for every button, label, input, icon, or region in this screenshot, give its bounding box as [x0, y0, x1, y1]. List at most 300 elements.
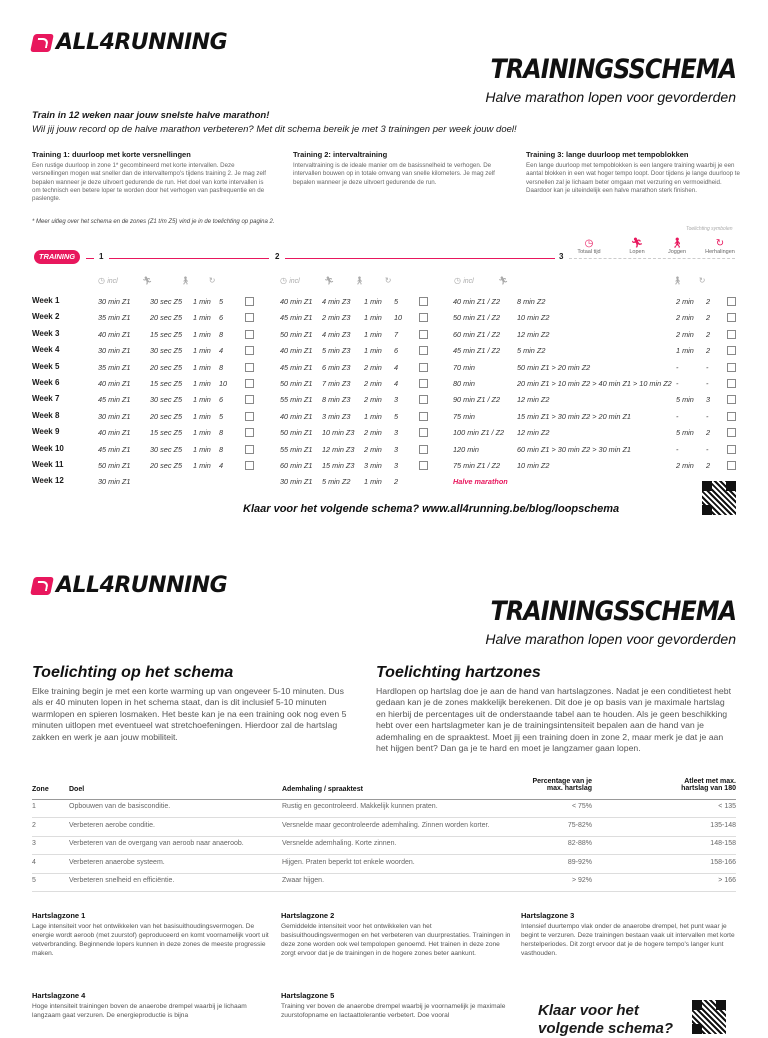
- schedule-cell: 5 min Z2: [517, 346, 546, 356]
- running-icon: 🏃︎: [141, 276, 153, 285]
- schedule-cell: 10 min Z3: [322, 428, 355, 438]
- repeat-icon: ↻: [384, 276, 392, 285]
- running-icon: 🏃︎: [323, 276, 335, 285]
- schedule-cell: 10: [394, 313, 403, 323]
- zone-cell: 158-166: [710, 858, 736, 866]
- zone-cell: Hijgen. Praten beperkt tot enkele woorden.: [282, 858, 415, 866]
- schedule-cell: 6: [219, 313, 224, 323]
- schedule-cell: 60 min Z1: [280, 461, 313, 470]
- intro-heading: Train in 12 weken naar jouw snelste halve marathon!: [32, 110, 270, 121]
- completed-checkbox[interactable]: [245, 445, 254, 454]
- training-text: Een rustige duurloop in zone 1* gecombineerd met korte intervallen. Deze versnellingen mogen wat sneller dan de intervaltempo's tijdens training 2. Je mag zelf bepalen wanneer je deze uitvoert gedurende de run. Het doel van korte intervallen is om technisch een betere loper te worden door het verhogen van pasfrequentie en de paslengte.: [32, 162, 267, 203]
- completed-checkbox[interactable]: [245, 412, 254, 421]
- schedule-cell: 45 min Z1 / Z2: [453, 346, 501, 356]
- week-label: Week 10: [32, 443, 64, 453]
- schedule-cell: 20 min Z1 > 10 min Z2 > 40 min Z1 > 10 min Z2: [517, 379, 672, 388]
- zone-cell: Zwaar hijgen.: [282, 877, 325, 884]
- completed-checkbox[interactable]: [419, 330, 428, 339]
- schedule-cell: 1 min: [193, 444, 211, 454]
- schedule-cell: 120 min: [453, 444, 479, 454]
- schedule-cell: 8: [219, 362, 224, 372]
- schedule-cell: 30 sec Z5: [150, 444, 183, 454]
- repeat-icon: ↻: [208, 276, 216, 285]
- schedule-cell: 2 min: [364, 379, 382, 388]
- schedule-cell: 30 sec Z5: [150, 395, 183, 405]
- schedule-cell: 30 min Z1: [98, 297, 131, 306]
- training-text: Een lange duurloop met tempoblokken is een langere training waarbij je een aantal blokken in een wat hoger tempo loopt. Door tijdens je lange duurloop te versnellen zal je lichaam beter omgaan met verzuring en vermoeidheid. Daardoor kan je uiteindelijk een halve marathon sterk finishen.: [526, 162, 740, 195]
- clock-icon: ◷: [454, 276, 461, 285]
- zone-cell: 148-158: [710, 840, 736, 847]
- hz-title: Hartslagzone 5: [281, 991, 335, 1000]
- completed-checkbox[interactable]: [419, 461, 428, 470]
- walking-icon: 🚶︎: [354, 276, 365, 285]
- brand-logo-page2: [32, 573, 227, 598]
- schedule-cell: 2 min Z3: [322, 313, 351, 323]
- completed-checkbox[interactable]: [727, 379, 736, 388]
- heartzones-heading: Toelichting hartzones: [376, 664, 541, 681]
- schedule-cell: 4: [394, 379, 399, 388]
- completed-checkbox[interactable]: [727, 330, 736, 339]
- schedule-cell: 2: [706, 297, 711, 306]
- schedule-cell: -: [706, 444, 709, 454]
- zone-cell: Opbouwen van de basisconditie.: [69, 803, 171, 810]
- schedule-cell: 6: [394, 346, 399, 356]
- zone-cell: Verbeteren van de overgang van aeroob naar anaeroob.: [69, 840, 244, 847]
- schedule-cell: 20 sec Z5: [150, 411, 183, 421]
- schedule-cell: -: [676, 444, 679, 454]
- completed-checkbox[interactable]: [419, 313, 428, 322]
- schedule-cell: 10 min Z2: [517, 313, 550, 323]
- footnote: * Meer uitleg over het schema en de zones (Z1 t/m Z5) vind je in de toelichting op pagina 2.: [32, 219, 275, 225]
- col-header-t3: [454, 276, 705, 285]
- schedule-cell: -: [706, 411, 709, 421]
- week-label: Week 1: [32, 296, 60, 305]
- completed-checkbox[interactable]: [419, 363, 428, 372]
- hz-text: Training ver boven de anaerobe drempel waarbij je voornamelijk je maximale zuurstofopname en lactaattolerantie verbetert. Doe vooral: [281, 1003, 506, 1019]
- schedule-cell: 5: [394, 297, 399, 306]
- schedule-cell: 1 min: [193, 428, 211, 438]
- zone-header-percentage: Percentage van je max. hartslag: [532, 778, 592, 792]
- schedule-cell: 2 min: [364, 362, 382, 372]
- schedule-cell: 1 min: [193, 346, 211, 356]
- walking-icon: 🚶︎: [180, 276, 191, 285]
- completed-checkbox[interactable]: [727, 313, 736, 322]
- walking-icon: 🚶︎: [670, 238, 684, 249]
- week-label: Week 8: [32, 410, 60, 420]
- hartslagzone-4: [32, 991, 272, 1021]
- schedule-cell: 2 min: [676, 461, 694, 470]
- training-title: Training 1: duurloop met korte versnellingen: [32, 150, 191, 159]
- hartslagzone-2: [281, 911, 511, 959]
- schedule-cell: 2 min: [364, 395, 382, 405]
- schedule-cell: 8: [219, 329, 224, 339]
- week-label: Week 7: [32, 394, 60, 404]
- schedule-cell: 2 min: [676, 313, 694, 323]
- schedule-cell: 1 min: [364, 297, 382, 306]
- zone-cell: Verbeteren aerobe conditie.: [69, 821, 156, 829]
- schedule-cell: 75 min: [453, 411, 475, 421]
- completed-checkbox[interactable]: [419, 297, 428, 306]
- schedule-cell: 1 min: [676, 346, 694, 356]
- completed-checkbox[interactable]: [727, 346, 736, 355]
- schedule-cell: 40 min Z1: [98, 428, 131, 438]
- schedule-cell: 12 min Z2: [517, 395, 550, 405]
- week-label: Week 6: [32, 378, 60, 387]
- completed-checkbox[interactable]: [245, 379, 254, 388]
- schedule-cell: 15 sec Z5: [150, 379, 183, 388]
- schedule-cell: 15 min Z1 > 30 min Z2 > 20 min Z1: [517, 411, 631, 421]
- hz-title: Hartslagzone 3: [521, 911, 575, 920]
- walking-icon: 🚶︎: [672, 276, 683, 285]
- week-label: Week 3: [32, 328, 60, 338]
- schedule-cell: 4 min Z3: [322, 297, 351, 306]
- clock-icon: ◷: [98, 276, 105, 285]
- schedule-cell: 6: [219, 395, 224, 405]
- schema-explanation-heading: Toelichting op het schema: [32, 664, 234, 681]
- zone-cell: Verbeteren anaerobe systeem.: [69, 858, 165, 866]
- zone-row-divider: [32, 854, 736, 855]
- completed-checkbox[interactable]: [727, 412, 736, 421]
- training-2-desc: [293, 150, 513, 187]
- completed-checkbox[interactable]: [727, 395, 736, 404]
- schedule-cell: 3: [706, 395, 711, 405]
- schedule-cell: 30 min Z1: [98, 411, 131, 421]
- completed-checkbox[interactable]: [727, 363, 736, 372]
- schedule-cell: 100 min Z1 / Z2: [453, 428, 505, 438]
- schedule-cell: 5 min: [676, 395, 694, 405]
- completed-checkbox[interactable]: [419, 412, 428, 421]
- page2-title: TRAININGSSCHEMA: [490, 596, 736, 627]
- schedule-cell: 4: [394, 362, 399, 372]
- schedule-cell: 10: [219, 379, 228, 388]
- training-title: Training 3: lange duurloop met tempoblokken: [526, 150, 689, 159]
- schedule-cell: 2 min: [676, 329, 694, 339]
- schedule-cell: 2: [706, 461, 711, 470]
- schedule-cell: 12 min Z2: [517, 428, 550, 438]
- phase-line: [569, 258, 735, 259]
- schedule-cell: 10 min Z2: [517, 461, 550, 470]
- zone-cell: Versnelde ademhaling. Korte zinnen.: [282, 840, 397, 847]
- heartzones-text: Hardlopen op hartslag doe je aan de hand van hartslagzones. Nadat je een conditietest hebt gedaan kan je de zones makkelijk berekenen. Dit doe je op basis van je maximale hartslag en hierbij de percentages uit de onderstaande tabel aan te houden. Als je geen beschikking hebt over een hartslagmeter kan je de trainingsintensiteit bepalen aan de hand van je ademhaling en de spraaktest. Moet jij een training doen in zone 2, maar merk je dat je aan het hijgen bent? Dan ga je te hard en moet je langzamer gaan lopen.: [376, 686, 731, 754]
- week-label: Week 2: [32, 312, 60, 322]
- schedule-cell: 1 min: [193, 461, 211, 470]
- zone-cell: 82-88%: [567, 840, 592, 847]
- completed-checkbox[interactable]: [245, 313, 254, 322]
- schedule-cell: 8 min Z3: [322, 395, 351, 405]
- zone-cell: 135-148: [710, 821, 736, 829]
- hz-title: Hartslagzone 4: [32, 991, 86, 1000]
- page-subtitle: Halve marathon lopen voor gevorderden: [485, 89, 736, 105]
- zone-cell: < 135: [718, 803, 736, 810]
- phase-number-3: 3: [559, 252, 564, 261]
- qr-code-icon[interactable]: [702, 481, 736, 515]
- zone-cell: 75-82%: [567, 821, 592, 829]
- schedule-cell: -: [706, 362, 709, 372]
- schedule-cell: 15 sec Z5: [150, 329, 183, 339]
- schedule-cell: 40 min Z1: [98, 379, 131, 388]
- zone-cell: 5: [32, 877, 36, 884]
- zone-header-doel: Doel: [69, 786, 85, 793]
- week-label: Week 11: [32, 460, 64, 469]
- schedule-cell: 7 min Z3: [322, 379, 351, 388]
- zone-cell: Versnelde maar gecontroleerde ademhaling. Zinnen worden korter.: [282, 821, 490, 829]
- zone-cell: 4: [32, 858, 36, 866]
- phase-line: [285, 258, 555, 259]
- week-label: Week 5: [32, 361, 60, 371]
- schedule-cell: 20 sec Z5: [150, 313, 183, 323]
- schedule-cell: 1 min: [364, 346, 382, 356]
- brand-logo: [32, 30, 227, 55]
- schedule-cell: 3: [394, 428, 399, 438]
- schedule-cell: 50 min Z1: [280, 379, 313, 388]
- schedule-cell: 1 min: [193, 297, 211, 306]
- legend-label: Herhalingen: [705, 249, 735, 255]
- schedule-cell: -: [676, 411, 679, 421]
- schedule-cell: 30 sec Z5: [150, 297, 183, 306]
- schedule-cell: 15 min Z3: [322, 461, 355, 470]
- incl-label: incl: [289, 278, 300, 285]
- repeat-icon: ↻: [715, 238, 725, 249]
- schedule-cell: 5 min Z3: [322, 346, 351, 356]
- completed-checkbox[interactable]: [419, 346, 428, 355]
- running-icon: 🏃︎: [497, 276, 509, 285]
- schedule-cell: 3: [394, 444, 399, 454]
- hartslagzone-1: [32, 911, 272, 959]
- schedule-cell: 4: [219, 346, 224, 356]
- completed-checkbox[interactable]: [419, 379, 428, 388]
- schedule-cell: 3: [394, 395, 399, 405]
- training-pill: TRAINING: [34, 250, 80, 264]
- training-3-desc: [526, 150, 741, 195]
- repeat-icon: ↻: [698, 276, 706, 285]
- schedule-cell: 8: [219, 444, 224, 454]
- incl-label: incl: [463, 278, 474, 285]
- schedule-cell: 2: [706, 329, 711, 339]
- schedule-cell: 30 min Z1: [280, 477, 313, 487]
- schedule-cell: -: [676, 362, 679, 372]
- zone-row-divider: [32, 891, 736, 892]
- page2-subtitle: Halve marathon lopen voor gevorderden: [485, 631, 736, 647]
- brand-name: ALL4RUNNING: [56, 30, 228, 55]
- completed-checkbox[interactable]: [419, 428, 428, 437]
- zone-cell: > 92%: [571, 877, 592, 884]
- schedule-cell: 80 min: [453, 379, 475, 388]
- zone-cell: 1: [32, 803, 36, 810]
- schedule-cell: 70 min: [453, 362, 475, 372]
- hz-title: Hartslagzone 2: [281, 911, 335, 920]
- schedule-cell: 5: [219, 411, 224, 421]
- zone-cell: 89-92%: [567, 858, 592, 866]
- table-divider: [32, 799, 736, 800]
- phase-number-1: 1: [99, 252, 104, 261]
- completed-checkbox[interactable]: [245, 428, 254, 437]
- schedule-cell: 35 min Z1: [98, 313, 131, 323]
- completed-checkbox[interactable]: [419, 445, 428, 454]
- schedule-cell: 5: [394, 411, 399, 421]
- zone-cell: > 166: [718, 877, 736, 884]
- schema-explanation-text: Elke training begin je met een korte warming up van ongeveer 5-10 minuten. Dus als er 40 minuten lopen in het schema staat, dan is dit inclusief 5-10 minuten warmlopen en spieren losmaken. Het beste kan je na een training ook nog even 5 minuten uitlopen met eventueel wat stretchoefeningen. Hierdoor zal de hartslag zakken en werk je aan jouw mobiliteit.: [32, 686, 347, 742]
- schedule-cell: 2: [706, 428, 711, 438]
- schedule-cell: 12 min Z2: [517, 329, 550, 339]
- schedule-cell: 1 min: [193, 379, 211, 388]
- schedule-cell: 2: [706, 313, 711, 323]
- schedule-cell: 55 min Z1: [280, 395, 313, 405]
- zone-cell: 3: [32, 840, 36, 847]
- schedule-cell: 40 min Z1: [280, 346, 313, 356]
- completed-checkbox[interactable]: [727, 428, 736, 437]
- zone-row-divider: [32, 836, 736, 837]
- schedule-cell: 30 sec Z5: [150, 346, 183, 356]
- schedule-cell: 40 min Z1 / Z2: [453, 297, 501, 306]
- schedule-cell: 35 min Z1: [98, 362, 131, 372]
- completed-checkbox[interactable]: [245, 395, 254, 404]
- clock-icon: ◷: [280, 276, 287, 285]
- next-schedule-cta[interactable]: Klaar voor het volgende schema? www.all4running.be/blog/loopschema: [243, 503, 620, 515]
- zone-header-zone: Zone: [32, 786, 49, 793]
- schedule-cell: 12 min Z3: [322, 444, 355, 454]
- legend-label: Totaal tijd: [577, 249, 601, 255]
- schedule-cell: 2 min: [364, 428, 382, 438]
- hz-text: Hoge intensiteit trainingen boven de anaerobe drempel waarbij je lichaam langzaam gaat verzuren. De energieproductie is bijna: [32, 1003, 247, 1019]
- hz-text: Lage intensiteit voor het ontwikkelen van het basisuithoudingsvermogen. De energie wordt aeroob (met zuurstof) geproduceerd en komt voornamelijk voort uit vetverbranding. Beginnende lopers kunnen in deze zones de meeste progressie maken.: [32, 923, 269, 957]
- schedule-cell: 60 min Z1 / Z2: [453, 329, 501, 339]
- brand-mark-icon: [30, 34, 54, 52]
- zone-cell: < 75%: [571, 803, 592, 810]
- schedule-cell: 1 min: [193, 395, 211, 405]
- schedule-cell: 20 sec Z5: [150, 362, 183, 372]
- completed-checkbox[interactable]: [727, 297, 736, 306]
- legend-total-time: [574, 238, 604, 255]
- hz-text: Intensief duurtempo vlak onder de anaerobe drempel, het punt waar je begint te verzuren. Deze trainingen bestaan vaak uit intervallen met korte herstelperiodes. Dit zorgt ervoor dat je de hogere tempo's langer kunt vasthouden.: [521, 923, 735, 957]
- clock-icon: ◷: [584, 238, 594, 249]
- schedule-cell: 1 min: [193, 411, 211, 421]
- schedule-cell: 6 min Z3: [322, 362, 351, 372]
- schedule-cell: 50 min Z1: [98, 461, 131, 470]
- schedule-cell: 1 min: [193, 313, 211, 323]
- schedule-cell: 40 min Z1: [280, 411, 313, 421]
- phase-line: [86, 258, 94, 259]
- completed-checkbox[interactable]: [419, 395, 428, 404]
- schedule-cell: Halve marathon: [453, 477, 508, 487]
- schedule-cell: 45 min Z1: [280, 362, 313, 372]
- schedule-cell: 40 min Z1: [98, 329, 131, 339]
- schedule-cell: 5: [219, 297, 224, 306]
- zone-cell: Verbeteren snelheid en efficiëntie.: [69, 877, 175, 884]
- zone-cell: 2: [32, 821, 36, 829]
- completed-checkbox[interactable]: [727, 445, 736, 454]
- zone-cell: Rustig en gecontroleerd. Makkelijk kunnen praten.: [282, 803, 438, 810]
- schedule-cell: 1 min: [364, 329, 382, 339]
- hz-title: Hartslagzone 1: [32, 911, 86, 920]
- week-label: Week 4: [32, 345, 60, 355]
- completed-checkbox[interactable]: [245, 363, 254, 372]
- schedule-cell: 8 min Z2: [517, 297, 546, 306]
- schedule-cell: 90 min Z1 / Z2: [453, 395, 501, 405]
- schedule-cell: 50 min Z1: [280, 428, 313, 438]
- brand-mark-icon: [30, 577, 54, 595]
- schedule-cell: 30 min Z1: [98, 346, 131, 356]
- running-icon: 🏃︎: [630, 238, 644, 249]
- completed-checkbox[interactable]: [245, 330, 254, 339]
- legend-label: Lopen: [629, 249, 645, 255]
- schedule-cell: 1 min: [193, 329, 211, 339]
- hartslagzone-5: [281, 991, 511, 1021]
- schedule-cell: 15 sec Z5: [150, 428, 183, 438]
- incl-label: incl: [107, 278, 118, 285]
- schedule-cell: 2 min: [676, 297, 694, 306]
- page2-cta[interactable]: Klaar voor het volgende schema?: [538, 1002, 674, 1037]
- week-label: Week 12: [32, 476, 64, 486]
- brand-name: ALL4RUNNING: [56, 573, 228, 598]
- zone-row-divider: [32, 873, 736, 874]
- training-title: Training 2: intervaltraining: [293, 150, 388, 159]
- schedule-cell: -: [676, 379, 679, 388]
- schedule-cell: 45 min Z1: [280, 313, 313, 323]
- schedule-cell: 4 min Z3: [322, 329, 351, 339]
- schedule-cell: 20 sec Z5: [150, 461, 183, 470]
- completed-checkbox[interactable]: [245, 297, 254, 306]
- zone-header-athlete: Atleet met max. hartslag van 180: [681, 778, 736, 792]
- completed-checkbox[interactable]: [245, 346, 254, 355]
- schedule-cell: 5 min: [676, 428, 694, 438]
- week-label: Week 9: [32, 427, 60, 437]
- zone-header-breathing: Ademhaling / spraaktest: [282, 786, 363, 793]
- page-title: TRAININGSSCHEMA: [490, 54, 736, 85]
- schedule-cell: 30 min Z1: [98, 477, 131, 487]
- legend-jog: [662, 238, 692, 255]
- training-1-desc: [32, 150, 272, 204]
- intro-text: Wil jij jouw record op de halve marathon verbeteren? Met dit schema bereik je met 3 trainingen per week jouw doel!: [32, 124, 517, 135]
- schedule-cell: 2 min: [364, 444, 382, 454]
- zone-row-divider: [32, 817, 736, 818]
- schedule-cell: 1 min: [364, 411, 382, 421]
- schedule-cell: 45 min Z1: [98, 395, 131, 405]
- schedule-cell: 1 min: [364, 477, 382, 487]
- schedule-cell: 50 min Z1 / Z2: [453, 313, 501, 323]
- training-text: Intervaltraining is de ideale manier om de basissnelheid te verhogen. De intervallen bouwen op in totale omvang van snelle kilometers. Je mag zelf bepalen wanneer je deze uitvoert gedurende de run.: [293, 162, 495, 186]
- schedule-cell: 4: [219, 461, 224, 470]
- col-header-t2: [280, 276, 391, 285]
- legend-label: Joggen: [667, 249, 687, 255]
- schedule-cell: 2: [706, 346, 711, 356]
- phase-number-2: 2: [275, 252, 280, 261]
- qr-code-icon[interactable]: [692, 1000, 726, 1034]
- schedule-cell: 50 min Z1 > 20 min Z2: [517, 362, 591, 372]
- schedule-cell: 1 min: [193, 362, 211, 372]
- schedule-cell: 60 min Z1 > 30 min Z2 > 30 min Z1: [517, 444, 631, 454]
- schedule-cell: 1 min: [364, 313, 382, 323]
- schedule-cell: 2: [394, 477, 399, 487]
- completed-checkbox[interactable]: [245, 461, 254, 470]
- phase-line: [109, 258, 269, 259]
- schedule-cell: 45 min Z1: [98, 444, 131, 454]
- legend-run: [622, 238, 652, 255]
- schedule-cell: 40 min Z1: [280, 297, 313, 306]
- hartslagzone-3: [521, 911, 737, 959]
- schedule-cell: 75 min Z1 / Z2: [453, 461, 501, 470]
- schedule-cell: 3 min: [364, 461, 382, 470]
- schedule-cell: 5 min Z2: [322, 477, 351, 487]
- legend-repeats: [700, 238, 740, 255]
- legend-title: Toelichting symbolen: [686, 226, 733, 232]
- completed-checkbox[interactable]: [727, 461, 736, 470]
- schedule-cell: 7: [394, 329, 399, 339]
- schedule-cell: 8: [219, 428, 224, 438]
- col-header-t1: [98, 276, 215, 285]
- schedule-cell: 3: [394, 461, 399, 470]
- schedule-cell: -: [706, 379, 709, 388]
- schedule-cell: 3 min Z3: [322, 411, 351, 421]
